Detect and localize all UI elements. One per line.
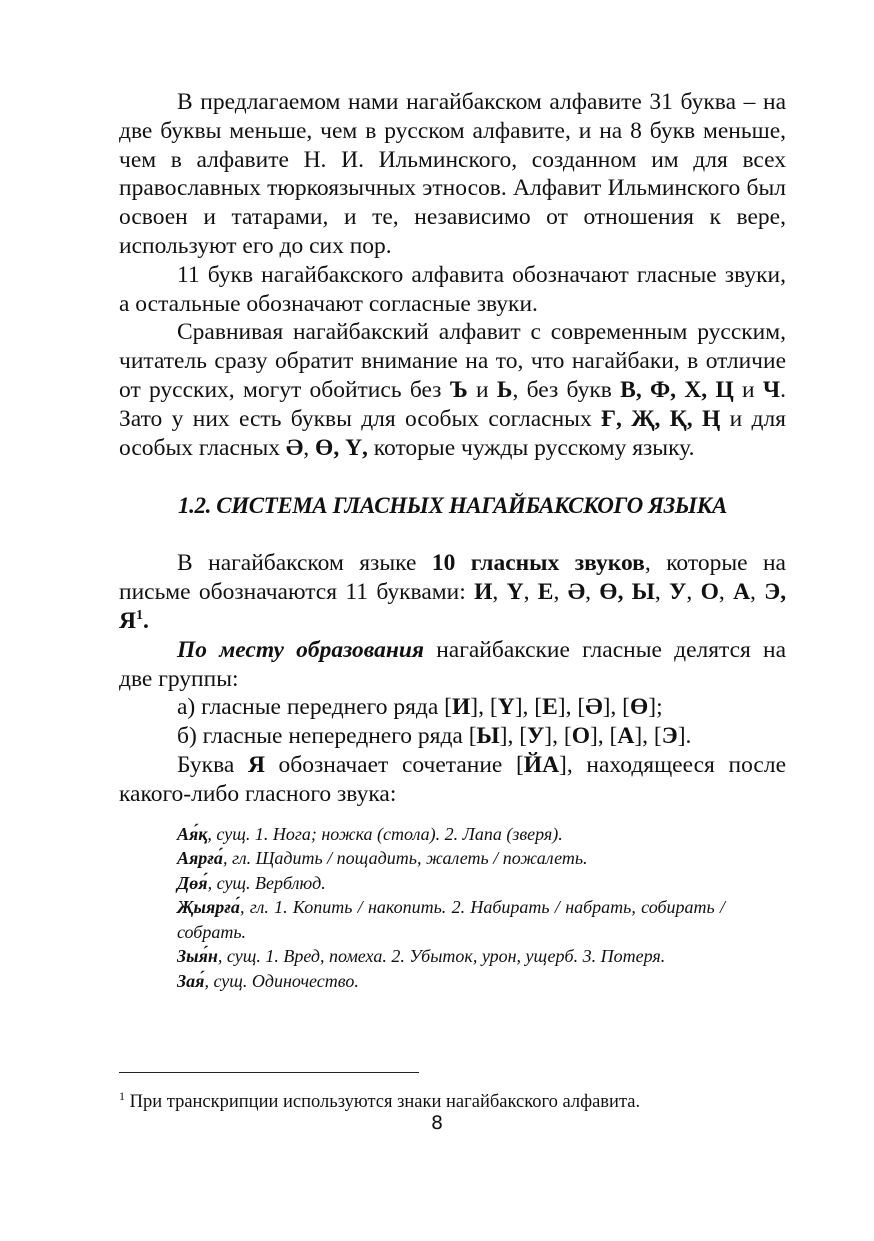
footnote-text: При транскрипции используются знаки нагайбакского алфавита. [125, 1092, 641, 1112]
example-entry: Зыя́н, сущ. 1. Вред, помеха. 2. Убыток, урон, ущерб. 3. Потеря. [177, 946, 666, 967]
example-entry: Аярға́, гл. Щадить / пощадить, жалеть / пожалеть. [177, 848, 588, 869]
footnote-reference[interactable]: 1 [135, 607, 143, 623]
footnote-separator [119, 1072, 419, 1073]
paragraph-vowel-letters: В нагайбакском языке 10 гласных звуков, которые на письме обозначаются 11 буквами: И, Ү, Е, Ә, Ө, Ы, У, О, А, Э, Я$^1$. [119, 550, 787, 634]
paragraph-place-of-articulation: По месту образования нагайбакские гласные делятся на две группы: [119, 636, 787, 692]
example-entry: Җыярға́, гл. 1. Копить / накопить. 2. Набирать / набрать, собирать / собрать. [177, 897, 725, 942]
list-item-back-vowels: б) гласные непереднего ряда [Ы], [У], [О], [А], [Э]. [177, 723, 692, 750]
page-number: 8 [430, 1112, 444, 1134]
paragraph-alphabet-count: В предлагаемом нами нагайбакском алфавите 31 буква – на две буквы меньше, чем в русском алфавите, и на 8 букв меньше, чем в алфавите Н. И. Ильминского, созданном им для всех православных тюркоязычных этносов. Алфавит Ильминского был освоен и татарами, и те, независимо от отношения к вере, используют его до сих пор. [119, 89, 786, 259]
example-entry: Ая́қ, сущ. 1. Нога; ножка (стола). 2. Лапа (зверя). [177, 823, 563, 844]
document-page [119, 88, 786, 993]
example-list [177, 822, 725, 994]
footnote [119, 1084, 640, 1114]
section-heading: 1.2. СИСТЕМА ГЛАСНЫХ НАГАЙБАКСКОГО ЯЗЫКА [178, 493, 727, 519]
example-entry: Дөя́, сущ. Верблюд. [177, 872, 326, 893]
example-entry: Зая́, сущ. Одиночество. [177, 970, 359, 991]
paragraph-letter-ya: Буква Я обозначает сочетание [ЙА], находящееся после какого-либо гласного звука: [119, 751, 786, 807]
footnote-mark: 1 [119, 1089, 125, 1103]
paragraph-comparison: Сравнивая нагайбакский алфавит с современным русским, читатель сразу обратит внимание на то, что нагайбаки, в отличие от русских, могут обойтись без Ъ и Ь, без букв В, Ф, Х, Ц и Ч. Зато у них есть буквы для особых согласных Ғ, Җ, Қ, Ң и для особых гласных Ә, Ө, Ү, которые чужды русскому языку. [119, 319, 787, 461]
paragraph-vowel-count: 11 букв нагайбакского алфавита обозначают гласные звуки, а остальные обозначают согласные звуки. [119, 261, 786, 317]
list-item-front-vowels: а) гласные переднего ряда [И], [Ү], [Е], [Ә], [Ө]; [177, 694, 663, 721]
